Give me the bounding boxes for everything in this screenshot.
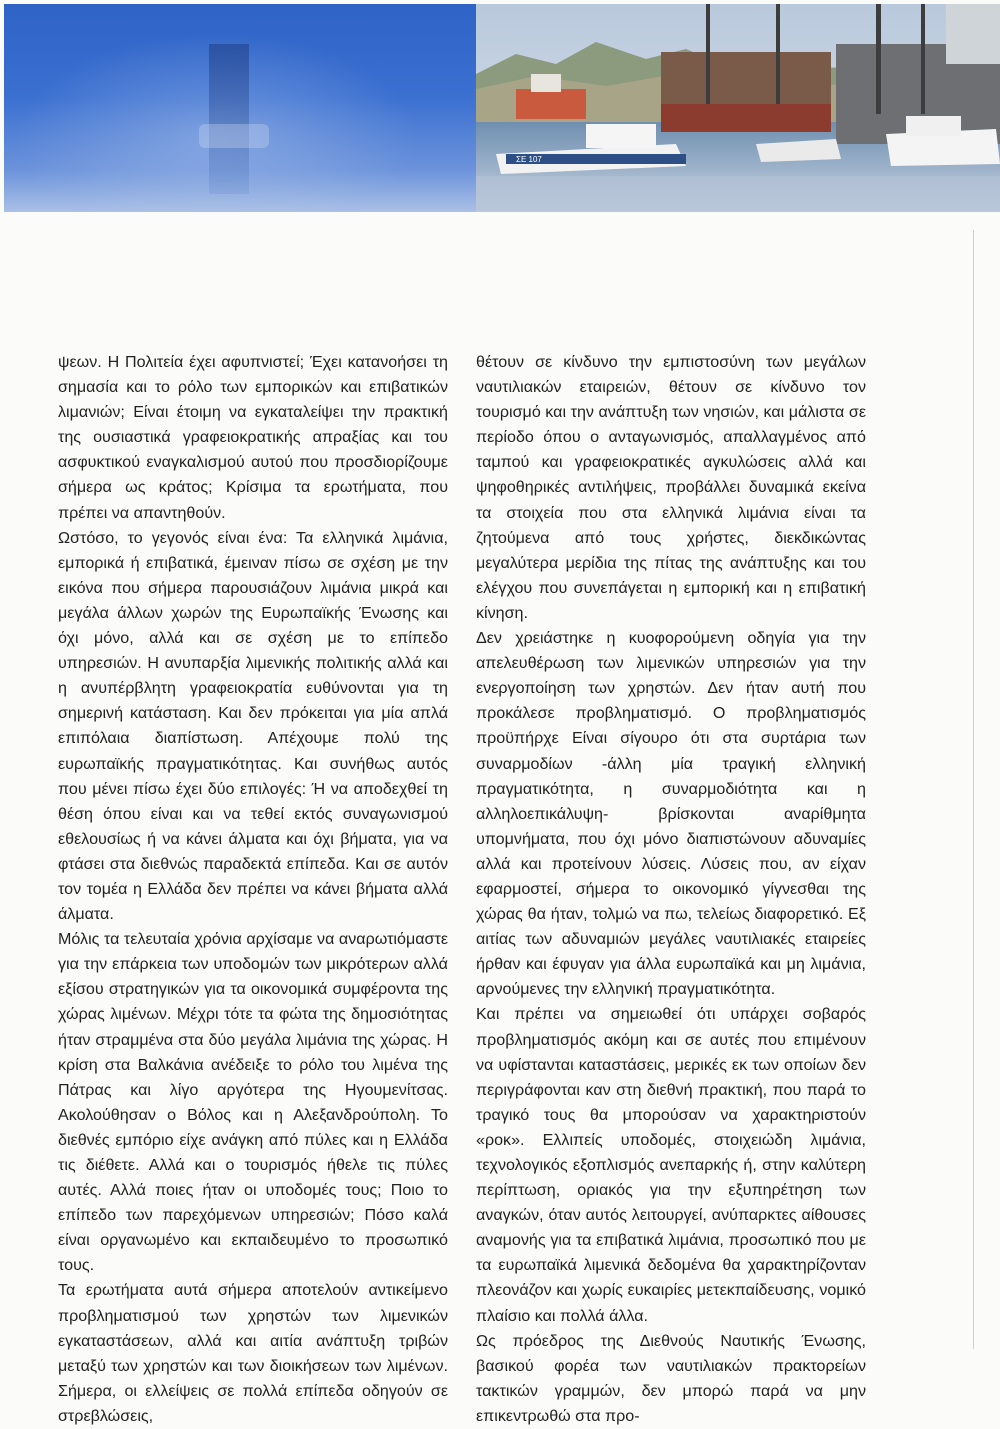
patrol-boat-number: ΣΕ 107 bbox=[516, 155, 542, 164]
paragraph: Ωστόσο, το γεγονός είναι ένα: Τα ελληνικά λιμάνια, εμπορικά ή επιβατικά, έμειναν πίσω σε σχέση με την εικόνα που σήμερα παρουσιάζουν λιμάνια μικρά και μεγάλα άλλων χωρών της Ευρωπαϊκής Ένωσης και όχι μόνο, αλλά και σε σχέση με το επίπεδο υπηρεσιών. Η ανυπαρξία λιμενικής πολιτικής αλλά και η ανυπέρβλητη γραφειοκρατία ευθύνονται για τη σημερινή κατάσταση. Και δεν πρόκειται για μία απλά επιπόλαια διαπίστωση. Απέχουμε πολύ της ευρωπαϊκής πραγματικότητας. Και συνήθως αυτός που μένει πίσω έχει δύο επιλογές: Ή να αποδεχθεί τη θέση όπου είναι και να τεθεί εκτός συναγωνισμού εθελουσίως ή να κάνει άλματα και όχι βήματα, για να φτάσει στα διεθνώς παραδεκτά επίπεδα. Και σε αυτόν τον τομέα η Ελλάδα δεν πρέπει να κάνει βήματα αλλά άλματα. bbox=[58, 528, 448, 924]
left-column bbox=[58, 350, 448, 1429]
paragraph: Και πρέπει να σημειωθεί ότι υπάρχει σοβαρός προβληματισμός ακόμη και σε αυτές που επιμένουν να υφίστανται καταστάσεις, μερικές εκ των οποίων δεν περιγράφονται καν στη διεθνή πρακτική, που παρά το τραγικό τους θα μπορούσαν να χαρακτηριστούν «ροκ». Ελλιπείς υποδομές, στοιχειώδη λιμάνια, τεχνολογικός εξοπλισμός ανεπαρκής ή, στην καλύτερη περίπτωση, οριακός για την εξυπηρέτηση των αναγκών, όταν αυτός λειτουργεί, ανύπαρκτες αίθουσες αναμονής για τα επιβατικά λιμάνια, προσωπικό που με τα ευρωπαϊκά λιμενικά δεδομένα θα χαρακτηρίζονταν πλεονάζον και χωρίς ευκαιρίες μετεκπαίδευσης, νομικό πλαίσιο και πολλά άλλα. bbox=[476, 1005, 866, 1325]
mast-1 bbox=[706, 4, 710, 104]
white-boat-cabin bbox=[906, 116, 961, 136]
paragraph: Τα ερωτήματα αυτά σήμερα αποτελούν αντικείμενο προβληματισμού των χρηστών των λιμενικών εγκαταστάσεων, αλλά και αιτία ανάπτυξη τριβών μεταξύ των χρηστών και των διοικήσεων των λιμένων. Σήμερα, οι ελλείψεις σε πολλά επίπεδα οδηγούν σε στρεβλώσεις, bbox=[58, 1281, 448, 1425]
patrol-boat-cabin bbox=[586, 124, 656, 148]
paragraph: Δεν χρειάστηκε η κυοφορούμενη οδηγία για την απελευθέρωση των λιμενικών υπηρεσιών για την ενεργοποίηση των χρηστών. Δεν ήταν αυτή που προκάλεσε προβληματισμό. Ο προβληματισμός προϋπήρχε Είναι σίγουρο ότι στα συρτάρια των συναρμοδίων -άλλη μία τραγική ελληνική πραγματικότητα, η συναρμοδιότητα και η αλληλοεπικάλυψη- βρίσκονται αναρίθμητα υπομνήματα, που όχι μόνο διαπιστώνουν αδυναμίες αλλά και προτείνουν λύσεις. Λύσεις που, αν είχαν εφαρμοστεί, σήμερα το οικονομικό γίγνεσθαι της χώρας θα ήταν, τολμώ να πω, τελείως διαφορετικό. Εξ αιτίας των αδυναμιών μεγάλες ναυτιλιακές εταιρείες ήρθαν και έφυγαν για άλλα ευρωπαϊκά και μη λιμάνια, αρνούμενες την ελληνική πραγματικότητα. bbox=[476, 629, 866, 999]
harbour-photo bbox=[476, 4, 1000, 212]
paragraph: ψεων. Η Πολιτεία έχει αφυπνιστεί; Έχει κατανοήσει τη σημασία και το ρόλο των εμπορικών και επιβατικών λιμανιών; Είναι έτοιμη να εγκαταλείψει την πρακτική της ουσιαστικά γραφειοκρατικής απραξίας και του ασφυκτικού εναγκαλισμού αυτού που προσδιορίζουμε σήμερα ως κράτος; Κρίσιμα τα ερωτήματα, που πρέπει να απαντηθούν. bbox=[58, 353, 448, 522]
mast-3 bbox=[876, 4, 881, 114]
header-band bbox=[0, 0, 1000, 212]
right-column bbox=[476, 350, 866, 1429]
mast-4 bbox=[921, 4, 925, 114]
paragraph: Ως πρόεδρος της Διεθνούς Ναυτικής Ένωσης, βασικού φορέα των ναυτιλιακών πρακτορείων τακτικών γραμμών, δεν μπορώ παρά να μην επικεντρωθώ στα προ- bbox=[476, 1331, 866, 1425]
paragraph: θέτουν σε κίνδυνο την εμπιστοσύνη των μεγάλων ναυτιλιακών εταιρειών, θέτουν σε κίνδυνο τον τουρισμό και την ανάπτυξη των νησιών, και μάλιστα σε περίοδο όπου ο ανταγωνισμός, απαλλαγμένος από ταμπού και γραφειοκρατικές αγκυλώσεις αλλά και ψηφοθηρικές αντιλήψεις, προβάλλει δυναμικά εκείνα τα στοιχεία που στα ελληνικά λιμάνια είναι τα ζητούμενα από τους χρήστες, διεκδικώντας μεγαλύτερα μερίδια της πίτας της ανάπτυξης και του ελέγχου που συνεπάγεται η εμπορική και η επιβατική κίνηση. bbox=[476, 353, 866, 622]
header-blue-panel bbox=[4, 4, 476, 212]
vessel-superstructure bbox=[946, 4, 1000, 64]
article-body bbox=[58, 350, 866, 1425]
mast-2 bbox=[776, 4, 780, 104]
harbour-photo-drawing bbox=[476, 4, 1000, 212]
paragraph: Μόλις τα τελευταία χρόνια αρχίσαμε να αναρωτιόμαστε για την επάρκεια των υποδομών των μικρότερων αλλά εξίσου στρατηγικών για τα οικονομικά συμφέροντα της χώρας λιμένων. Μέχρι τότε τα φώτα της δημοσιότητας ήταν στραμμένα στα δύο μεγάλα λιμάνια της χώρας. Η κρίση στα Βαλκάνια ανέδειξε το ρόλο του λιμένα της Πάτρας και λίγο αργότερα της Ηγουμενίτσας. Ακολούθησαν ο Βόλος και η Αλεξανδρούπολη. Το διεθνές εμπόριο είχε ανάγκη από πύλες και η Ελλάδα τις διέθετε. Αλλά και ο τουρισμός ήθελε τις πύλες αυτές. Αλλά ποιες ήταν οι υποδομές τους; Ποιο το επίπεδο των παρεχόμενων υπηρεσιών; Πόσο καλά είναι οργανωμένο και εκπαιδευμένο το προσωπικό τους. bbox=[58, 930, 448, 1275]
faded-boat bbox=[199, 124, 269, 148]
tug-cabin bbox=[531, 74, 561, 92]
ship-hull-red bbox=[661, 104, 831, 132]
page-edge-line bbox=[973, 230, 974, 1349]
tug-boat bbox=[516, 89, 586, 119]
foreground-water bbox=[476, 176, 1000, 212]
faded-ship-hull bbox=[209, 44, 249, 194]
